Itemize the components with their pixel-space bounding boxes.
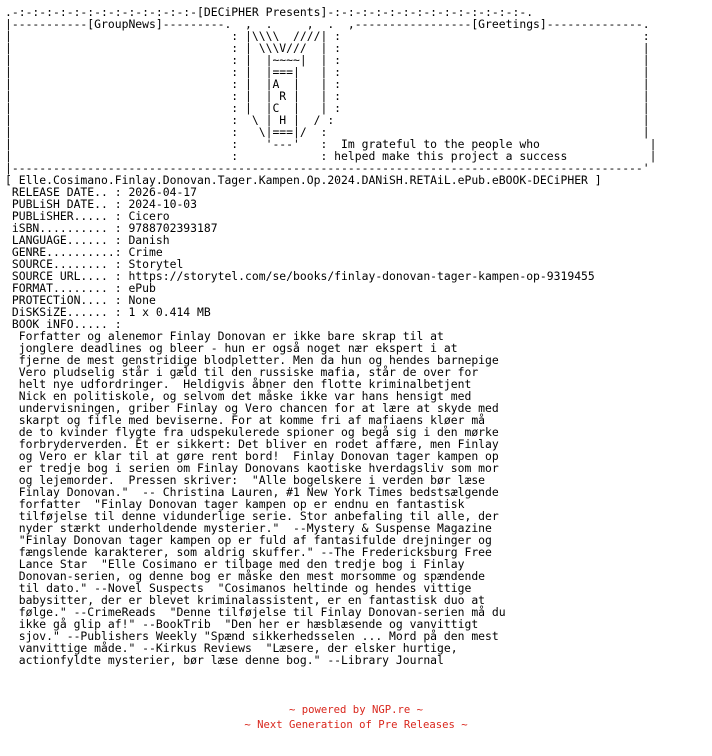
nfo-line: | : |\\\\ ////| : : — [5, 29, 650, 43]
footer-powered-by: ~ powered by NGP.re ~ — [289, 704, 423, 716]
nfo-line: "Finlay Donovan tager kampen op er fuld af fantasifulde drejninger og — [5, 533, 492, 547]
nfo-line: | : | |C | | : | — [5, 101, 650, 115]
nfo-line: nyder stærkt underholdende mysterier." --Mystery & Suspense Magazine — [5, 521, 492, 535]
nfo-line: ikke gå glip af!" --BookTrib "Den her er hæsblæsende og vanvittigt — [5, 617, 479, 631]
nfo-line: de to kvinder flygte fra udspekulerede spioner og begå sig i den mørke — [5, 425, 499, 439]
nfo-line: følge." --CrimeReads "Denne tilføjelse til Finlay Donovan-serien må du — [5, 605, 506, 619]
nfo-line: DiSKSiZE...... : 1 x 0.414 MB — [5, 305, 211, 319]
nfo-line: forbryderverden. Ét er sikkert: Det bliver en rodet affære, men Finlay — [5, 437, 499, 451]
nfo-line: actionfyldte mysterier, bør læse denne bog." --Library Journal — [5, 653, 444, 667]
nfo-line: undervisningen, griber Finlay og Vero chancen for at lære at skyde med — [5, 401, 499, 415]
nfo-line: | : | \\\V/// | : | — [5, 41, 650, 55]
footer-tagline: ~ Next Generation of Pre Releases ~ — [244, 719, 468, 731]
nfo-line: | : | | R | | : | — [5, 89, 650, 103]
nfo-line: .-:-:-:-:-:-:-:-:-:-:-:-:-:-[DECiPHER Presents]-:-:-:-:-:-:-:-:-:-:-:-:-:-:-. — [5, 5, 534, 19]
nfo-line: [ Elle.Cosimano.Finlay.Donovan.Tager.Kampen.Op.2024.DANiSH.RETAiL.ePub.eBOOK-DECiPHER ] — [5, 173, 602, 187]
nfo-line: til dato." --Novel Suspects "Cosimanos heltinde og hendes vittige — [5, 581, 472, 595]
nfo-line: FORMAT........ : ePub — [5, 281, 156, 295]
nfo-line: Vero pludselig står i gæld til den russiske mafia, står de over for — [5, 365, 479, 379]
nfo-line: babysitter, der er blevet kriminalassistent, er en fantastisk duo at — [5, 593, 486, 607]
nfo-line: fængslende karakterer, som aldrig skuffer." --The Fredericksburg Free — [5, 545, 492, 559]
nfo-line: |-----------[GroupNews]---------. , . , . ,-----------------[Greetings]--------------. — [5, 17, 650, 31]
nfo-line: BOOK iNFO..... : — [5, 317, 122, 331]
nfo-line: fjerne de mest genstridige blodpletter. Men da hun og hendes barnepige — [5, 353, 499, 367]
nfo-line: vanvittige måde." --Kirkus Reviews "Læsere, der elsker hurtige, — [5, 641, 458, 655]
nfo-text-block — [5, 6, 657, 666]
nfo-line: PROTECTiON.... : None — [5, 293, 156, 307]
nfo-line: | : | |A | | : | — [5, 77, 650, 91]
nfo-line: | : : helped make this project a success | — [5, 149, 657, 163]
nfo-line: | : \ | H | / : | — [5, 113, 650, 127]
nfo-line: RELEASE DATE.. : 2026-04-17 — [5, 185, 198, 199]
nfo-line: iSBN.......... : 9788702393187 — [5, 221, 218, 235]
nfo-line: Finlay Donovan." -- Christina Lauren, #1 New York Times bedstsælgende — [5, 485, 499, 499]
nfo-line: PUBLiSHER..... : Cicero — [5, 209, 170, 223]
nfo-line: | : '---' : Im grateful to the people who | — [5, 137, 657, 151]
nfo-line: | : | |===| | : | — [5, 65, 650, 79]
nfo-line: og Vero er klar til at gøre rent bord! Finlay Donovan tager kampen op — [5, 449, 499, 463]
nfo-line: jonglere deadlines og bleer - hun er også noget nær ekspert i at — [5, 341, 458, 355]
nfo-line: LANGUAGE...... : Danish — [5, 233, 170, 247]
nfo-line: forfatter "Finlay Donovan tager kampen op er endnu en fantastisk — [5, 497, 465, 511]
nfo-line: Lance Star "Elle Cosimano er tilbage med den tredje bog i Finlay — [5, 557, 465, 571]
nfo-line: og lejemorder. Pressen skriver: "Alle bogelskere i verden bør læse — [5, 473, 486, 487]
nfo-line: er tredje bog i serien om Finlay Donovans kaotiske hverdagsliv som mor — [5, 461, 499, 475]
nfo-line: SOURCE URL.... : https://storytel.com/se/books/finlay-donovan-tager-kampen-op-9319455 — [5, 269, 595, 283]
nfo-line: GENRE..........: Crime — [5, 245, 163, 259]
nfo-line: skarpt og fifle med beviserne. For at komme fri af mafiaens kløer må — [5, 413, 486, 427]
nfo-line: Donovan-serien, og denne bog er måske den mest morsomme og spændende — [5, 569, 486, 583]
nfo-line: | : \|===|/ : | — [5, 125, 650, 139]
nfo-line: Nick en politiskole, og selvom det måske ikke var hans hensigt med — [5, 389, 472, 403]
nfo-line: sjov." --Publishers Weekly "Spænd sikkerhedsselen ... Mord på den mest — [5, 629, 499, 643]
nfo-line: | : | |~~~~| | : | — [5, 53, 650, 67]
nfo-line: |--------------------------------------------------------------------------------------------' — [5, 161, 650, 175]
nfo-line: SOURCE........ : Storytel — [5, 257, 184, 271]
nfo-line: Forfatter og alenemor Finlay Donovan er ikke bare skrap til at — [5, 329, 444, 343]
nfo-line: tilføjelse til denne vidunderlige serie. Stor anbefaling til alle, der — [5, 509, 499, 523]
nfo-line: helt nye udfordringer. Heldigvis åbner den flotte kriminalbetjent — [5, 377, 472, 391]
nfo-line: PUBLiSH DATE.. : 2024-10-03 — [5, 197, 198, 211]
